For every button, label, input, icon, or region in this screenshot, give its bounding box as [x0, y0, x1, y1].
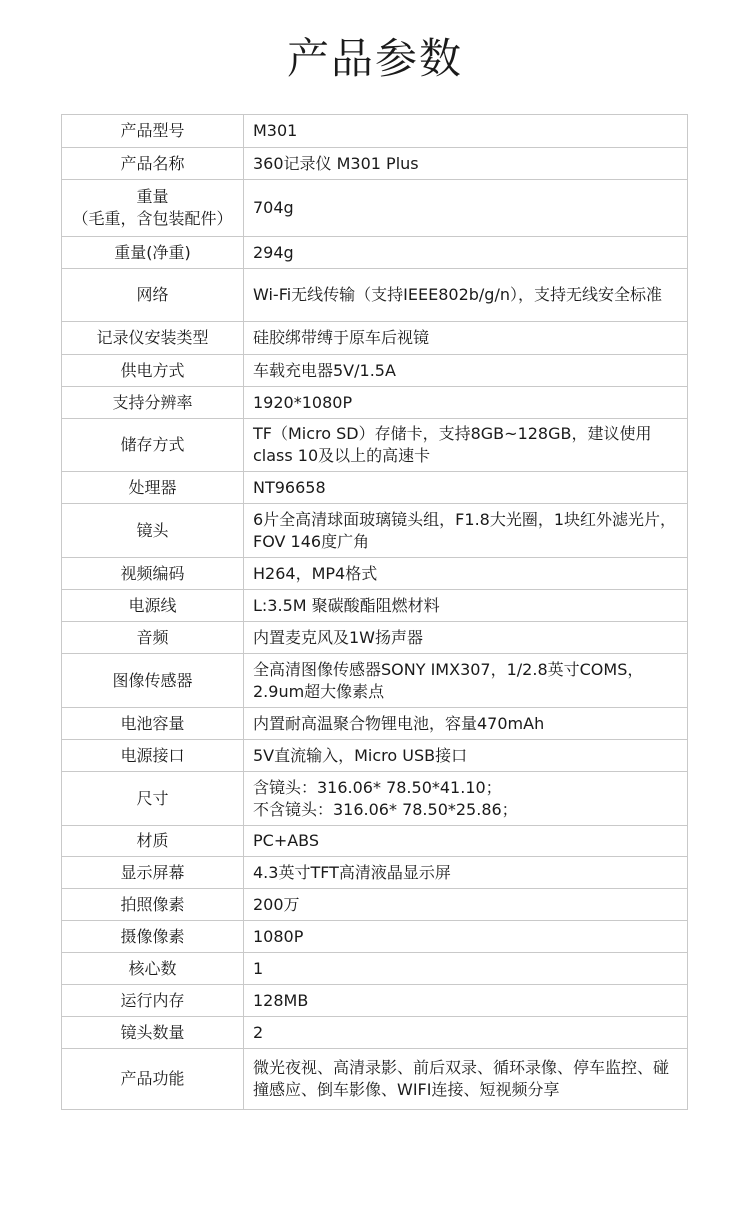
row-label: 重量 （毛重，含包装配件）: [62, 180, 244, 237]
row-label: 记录仪安装类型: [62, 322, 244, 355]
row-value: 硅胶绑带缚于原车后视镜: [244, 322, 688, 355]
row-label: 音频: [62, 622, 244, 654]
table-row: [62, 387, 688, 419]
row-label: 网络: [62, 269, 244, 322]
table-row: [62, 921, 688, 953]
table-row: [62, 953, 688, 985]
page-title: 产品参数: [286, 34, 463, 83]
row-label: 镜头数量: [62, 1017, 244, 1049]
row-value: 128MB: [244, 985, 688, 1017]
table-row: [62, 772, 688, 826]
row-value: PC+ABS: [244, 826, 688, 857]
row-value: 含镜头：316.06* 78.50*41.10； 不含镜头：316.06* 78.50*25.86；: [244, 772, 688, 826]
row-value: 1080P: [244, 921, 688, 953]
row-label: 摄像像素: [62, 921, 244, 953]
table-row: [62, 269, 688, 322]
row-label: 显示屏幕: [62, 857, 244, 889]
table-row: [62, 558, 688, 590]
row-value: 5V直流输入，Micro USB接口: [244, 740, 688, 772]
table-row: [62, 708, 688, 740]
row-label: 视频编码: [62, 558, 244, 590]
row-label: 供电方式: [62, 355, 244, 387]
table-row: [62, 985, 688, 1017]
row-value: Wi-Fi无线传输（支持IEEE802b/g/n），支持无线安全标准: [244, 269, 688, 322]
row-label: 重量(净重): [62, 237, 244, 269]
row-value: 微光夜视、高清录影、前后双录、循环录像、停车监控、碰撞感应、倒车影像、WIFI连接、短视频分享: [244, 1049, 688, 1110]
row-label: 尺寸: [62, 772, 244, 826]
row-label: 核心数: [62, 953, 244, 985]
row-value: L:3.5M 聚碳酸酯阻燃材料: [244, 590, 688, 622]
table-row: [62, 148, 688, 180]
table-row: [62, 180, 688, 237]
row-label: 电源线: [62, 590, 244, 622]
row-label: 图像传感器: [62, 654, 244, 708]
table-row: [62, 740, 688, 772]
row-label: 产品型号: [62, 115, 244, 148]
table-row: [62, 322, 688, 355]
row-value: 360记录仪 M301 Plus: [244, 148, 688, 180]
row-value: 内置麦克风及1W扬声器: [244, 622, 688, 654]
table-row: [62, 355, 688, 387]
row-label: 镜头: [62, 504, 244, 558]
row-label: 电池容量: [62, 708, 244, 740]
row-value: 704g: [244, 180, 688, 237]
row-label: 电源接口: [62, 740, 244, 772]
row-value: 200万: [244, 889, 688, 921]
table-row: [62, 504, 688, 558]
row-label: 处理器: [62, 472, 244, 504]
row-value: 4.3英寸TFT高清液晶显示屏: [244, 857, 688, 889]
table-row: [62, 654, 688, 708]
row-value: 内置耐高温聚合物锂电池，容量470mAh: [244, 708, 688, 740]
row-value: TF（Micro SD）存储卡，支持8GB~128GB，建议使用class 10及以上的高速卡: [244, 419, 688, 472]
table-row: [62, 115, 688, 148]
row-value: 1: [244, 953, 688, 985]
row-value: 1920*1080P: [244, 387, 688, 419]
row-value: 2: [244, 1017, 688, 1049]
row-value: NT96658: [244, 472, 688, 504]
row-value: M301: [244, 115, 688, 148]
row-label: 运行内存: [62, 985, 244, 1017]
table-row: [62, 889, 688, 921]
row-label: 拍照像素: [62, 889, 244, 921]
row-label: 材质: [62, 826, 244, 857]
spec-table-body: [62, 115, 688, 1110]
row-value: 6片全高清球面玻璃镜头组，F1.8大光圈，1块红外滤光片，FOV 146度广角: [244, 504, 688, 558]
row-value: 294g: [244, 237, 688, 269]
table-row: [62, 1017, 688, 1049]
spec-table: [61, 114, 688, 1110]
table-row: [62, 826, 688, 857]
row-label: 产品功能: [62, 1049, 244, 1110]
table-row: [62, 857, 688, 889]
table-row: [62, 590, 688, 622]
row-label: 产品名称: [62, 148, 244, 180]
table-row: [62, 472, 688, 504]
table-row: [62, 1049, 688, 1110]
row-value: 车载充电器5V/1.5A: [244, 355, 688, 387]
row-label: 储存方式: [62, 419, 244, 472]
row-value: H264，MP4格式: [244, 558, 688, 590]
table-row: [62, 622, 688, 654]
table-row: [62, 237, 688, 269]
row-value: 全高清图像传感器SONY IMX307，1/2.8英寸COMS，2.9um超大像素点: [244, 654, 688, 708]
row-label: 支持分辨率: [62, 387, 244, 419]
table-row: [62, 419, 688, 472]
